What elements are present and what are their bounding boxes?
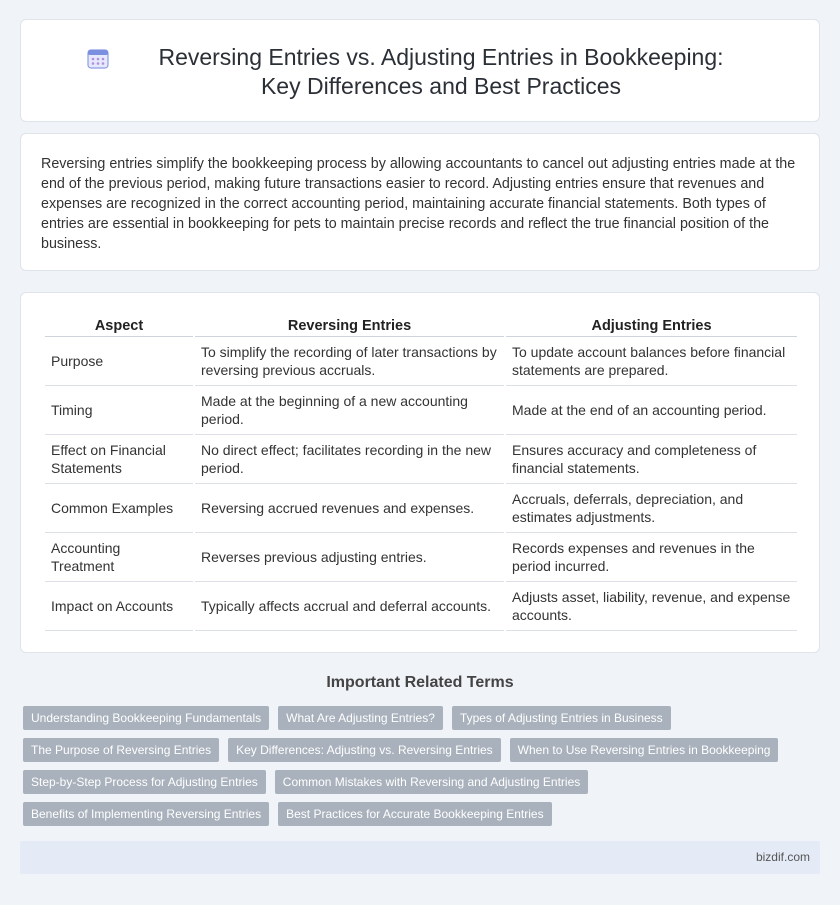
adjusting-cell: Made at the end of an accounting period. — [506, 386, 797, 435]
header-adjusting: Adjusting Entries — [506, 315, 797, 337]
related-term-link[interactable]: What Are Adjusting Entries? — [278, 706, 443, 730]
related-term-link[interactable]: Key Differences: Adjusting vs. Reversing Entries — [228, 738, 501, 762]
related-term-link[interactable]: Best Practices for Accurate Bookkeeping Entries — [278, 802, 551, 826]
table-row — [45, 435, 797, 484]
aspect-cell: Impact on Accounts — [45, 582, 193, 631]
tag-row — [23, 706, 823, 730]
reversing-cell: Made at the beginning of a new accounting period. — [195, 386, 504, 435]
adjusting-cell: Adjusts asset, liability, revenue, and expense accounts. — [506, 582, 797, 631]
related-term-link[interactable]: Common Mistakes with Reversing and Adjusting Entries — [275, 770, 588, 794]
related-terms-list — [23, 706, 823, 834]
reversing-cell: Typically affects accrual and deferral accounts. — [195, 582, 504, 631]
tag-row — [23, 738, 823, 762]
site-link[interactable]: bizdif.com — [755, 850, 810, 864]
aspect-cell: Accounting Treatment — [45, 533, 193, 582]
table-row — [45, 484, 797, 533]
aspect-cell: Purpose — [45, 337, 193, 386]
reversing-cell: No direct effect; facilitates recording in the new period. — [195, 435, 504, 484]
related-term-link[interactable]: Understanding Bookkeeping Fundamentals — [23, 706, 269, 730]
related-term-link[interactable]: Types of Adjusting Entries in Business — [452, 706, 671, 730]
related-terms-title: Important Related Terms — [326, 674, 514, 691]
header-card — [20, 19, 820, 122]
comparison-table — [43, 315, 799, 631]
related-term-link[interactable]: Benefits of Implementing Reversing Entries — [23, 802, 269, 826]
table-header-row — [45, 315, 797, 337]
related-term-link[interactable]: When to Use Reversing Entries in Bookkeeping — [510, 738, 779, 762]
tag-row — [23, 802, 823, 826]
adjusting-cell: Accruals, deferrals, depreciation, and estimates adjustments. — [506, 484, 797, 533]
reversing-cell: Reverses previous adjusting entries. — [195, 533, 504, 582]
tag-row — [23, 770, 823, 794]
aspect-cell: Common Examples — [45, 484, 193, 533]
footer — [20, 841, 820, 874]
table-row — [45, 337, 797, 386]
intro-card — [20, 133, 820, 271]
related-term-link[interactable]: The Purpose of Reversing Entries — [23, 738, 219, 762]
comparison-table-card — [20, 292, 820, 653]
header-aspect: Aspect — [45, 315, 193, 337]
related-term-link[interactable]: Step-by-Step Process for Adjusting Entries — [23, 770, 266, 794]
adjusting-cell: Records expenses and revenues in the period incurred. — [506, 533, 797, 582]
adjusting-cell: Ensures accuracy and completeness of financial statements. — [506, 435, 797, 484]
intro-paragraph: Reversing entries simplify the bookkeeping process by allowing accountants to cancel out adjusting entries made at the end of the previous period, making future transactions easier to record. Adjusting entries ensure that revenues and expenses are recognized in the correct accounting period, maintaining accurate financial statements. Both types of entries are essential in bookkeeping for pets to maintain precise records and reflect the true financial position of the business. — [41, 156, 796, 252]
adjusting-cell: To update account balances before financial statements are prepared. — [506, 337, 797, 386]
reversing-cell: To simplify the recording of later transactions by reversing previous accruals. — [195, 337, 504, 386]
table-row — [45, 386, 797, 435]
table-row — [45, 533, 797, 582]
page-title: Reversing Entries vs. Adjusting Entries in Bookkeeping: Key Differences and Best Practices — [158, 43, 724, 99]
table-row — [45, 582, 797, 631]
reversing-cell: Reversing accrued revenues and expenses. — [195, 484, 504, 533]
header-reversing: Reversing Entries — [195, 315, 504, 337]
aspect-cell: Timing — [45, 386, 193, 435]
aspect-cell: Effect on Financial Statements — [45, 435, 193, 484]
